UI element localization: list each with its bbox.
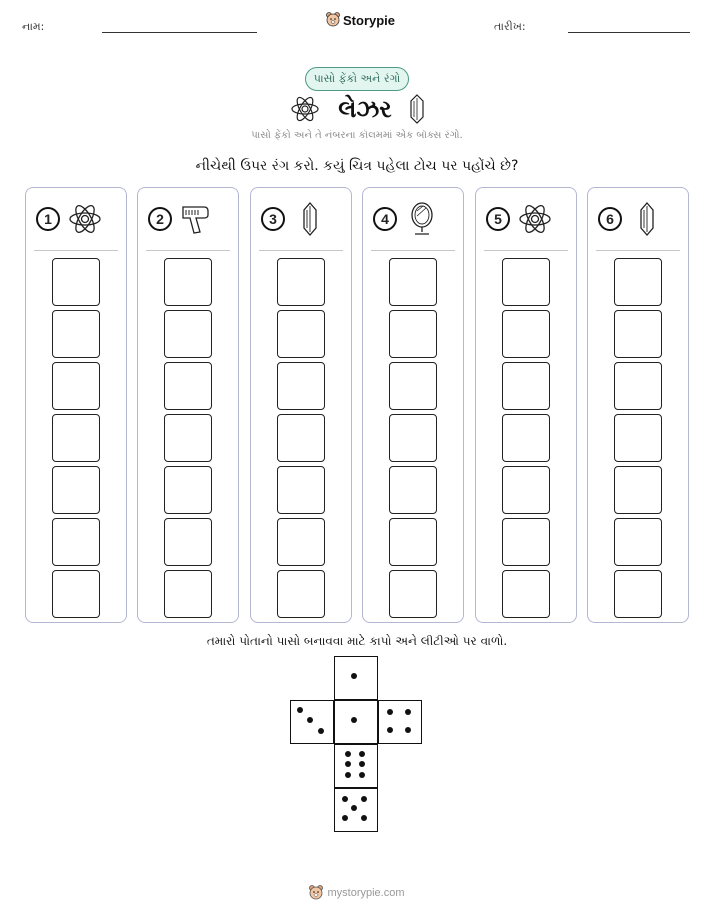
column-divider bbox=[259, 250, 343, 251]
page-title: લેઝર bbox=[338, 95, 392, 123]
color-box[interactable] bbox=[389, 258, 437, 306]
color-box[interactable] bbox=[164, 466, 212, 514]
color-box[interactable] bbox=[164, 258, 212, 306]
dice-pip bbox=[359, 772, 365, 778]
color-box[interactable] bbox=[52, 518, 100, 566]
column-number: 6 bbox=[598, 207, 622, 231]
color-box[interactable] bbox=[277, 414, 325, 462]
atom-icon bbox=[518, 202, 552, 236]
dice-face-one bbox=[334, 656, 378, 700]
color-box[interactable] bbox=[614, 310, 662, 358]
column-3 bbox=[250, 187, 352, 623]
column-2 bbox=[137, 187, 239, 623]
dice-face-five bbox=[334, 788, 378, 832]
color-box[interactable] bbox=[502, 310, 550, 358]
column-number: 3 bbox=[261, 207, 285, 231]
dice-pip bbox=[345, 761, 351, 767]
color-box[interactable] bbox=[502, 362, 550, 410]
dice-pip bbox=[361, 815, 367, 821]
dice-face-four bbox=[378, 700, 422, 744]
date-label: તારીખ: bbox=[494, 20, 526, 33]
color-box[interactable] bbox=[52, 570, 100, 618]
column-header bbox=[486, 202, 552, 236]
column-4 bbox=[362, 187, 464, 623]
color-box[interactable] bbox=[389, 518, 437, 566]
dice-pip bbox=[359, 751, 365, 757]
dice-pip bbox=[359, 761, 365, 767]
brand-name: Storypie bbox=[343, 12, 396, 28]
dice-pip bbox=[405, 727, 411, 733]
name-label: નામ: bbox=[22, 20, 45, 33]
column-divider bbox=[371, 250, 455, 251]
dice-pip bbox=[387, 727, 393, 733]
color-box[interactable] bbox=[614, 258, 662, 306]
instruction-text: પાસો ફેંકો અને તે નંબરના કૉલમમાં એક બૉક્સ રંગો. bbox=[251, 130, 463, 141]
color-box[interactable] bbox=[277, 258, 325, 306]
atom-icon bbox=[290, 95, 320, 123]
color-box[interactable] bbox=[277, 362, 325, 410]
color-box[interactable] bbox=[502, 414, 550, 462]
color-box[interactable] bbox=[614, 362, 662, 410]
column-divider bbox=[484, 250, 568, 251]
dice-pip bbox=[405, 709, 411, 715]
barcode-scanner-icon bbox=[180, 202, 214, 236]
dice-pip bbox=[361, 796, 367, 802]
footer-url[interactable]: mystorypie.com bbox=[327, 887, 405, 899]
dice-pip bbox=[387, 709, 393, 715]
color-box[interactable] bbox=[389, 466, 437, 514]
color-box[interactable] bbox=[502, 518, 550, 566]
column-6 bbox=[587, 187, 689, 623]
color-box[interactable] bbox=[389, 362, 437, 410]
column-header bbox=[36, 202, 102, 236]
dice-pip bbox=[297, 707, 303, 713]
color-box[interactable] bbox=[52, 414, 100, 462]
title-row bbox=[0, 94, 714, 124]
column-header bbox=[148, 202, 214, 236]
dice-pip bbox=[345, 751, 351, 757]
cut-instruction: તમારો પોતાનો પાસો બનાવવા માટે કાપો અને લીટીઓ પર વાળો. bbox=[206, 634, 508, 648]
activity-pill: પાસો ફેંકો અને રંગો bbox=[305, 67, 409, 91]
color-box[interactable] bbox=[52, 310, 100, 358]
column-1 bbox=[25, 187, 127, 623]
color-box[interactable] bbox=[614, 466, 662, 514]
dice-pip bbox=[351, 673, 357, 679]
color-box[interactable] bbox=[389, 570, 437, 618]
color-box[interactable] bbox=[52, 258, 100, 306]
color-box[interactable] bbox=[277, 570, 325, 618]
column-number: 2 bbox=[148, 207, 172, 231]
footer bbox=[0, 885, 714, 901]
color-box[interactable] bbox=[614, 570, 662, 618]
color-box[interactable] bbox=[614, 414, 662, 462]
bear-icon bbox=[326, 12, 340, 28]
crystal-icon bbox=[630, 202, 664, 236]
dice-pip bbox=[342, 815, 348, 821]
color-box[interactable] bbox=[164, 414, 212, 462]
color-box[interactable] bbox=[277, 466, 325, 514]
name-line bbox=[102, 32, 257, 33]
color-box[interactable] bbox=[502, 258, 550, 306]
color-box[interactable] bbox=[52, 466, 100, 514]
dice-pip bbox=[351, 805, 357, 811]
color-box[interactable] bbox=[389, 414, 437, 462]
brand-logo bbox=[326, 12, 395, 28]
atom-icon bbox=[68, 202, 102, 236]
color-box[interactable] bbox=[277, 518, 325, 566]
dice-face-three bbox=[290, 700, 334, 744]
dice-face-one bbox=[334, 700, 378, 744]
dice-pip bbox=[345, 772, 351, 778]
crystal-icon bbox=[293, 202, 327, 236]
color-box[interactable] bbox=[614, 518, 662, 566]
bear-icon bbox=[309, 885, 323, 901]
column-divider bbox=[146, 250, 230, 251]
column-header bbox=[261, 202, 327, 236]
color-box[interactable] bbox=[389, 310, 437, 358]
question-text: નીચેથી ઉપર રંગ કરો. કયું ચિત્ર પહેલા ટોચ પર પહોંચે છે? bbox=[195, 158, 519, 174]
column-divider bbox=[34, 250, 118, 251]
color-box[interactable] bbox=[52, 362, 100, 410]
column-number: 4 bbox=[373, 207, 397, 231]
color-box[interactable] bbox=[164, 518, 212, 566]
column-header bbox=[598, 202, 664, 236]
dice-pip bbox=[318, 728, 324, 734]
mirror-icon bbox=[405, 202, 439, 236]
crystal-icon bbox=[410, 94, 424, 124]
dice-face-six bbox=[334, 744, 378, 788]
color-box[interactable] bbox=[164, 570, 212, 618]
column-number: 1 bbox=[36, 207, 60, 231]
column-5 bbox=[475, 187, 577, 623]
color-box[interactable] bbox=[502, 570, 550, 618]
column-header bbox=[373, 202, 439, 236]
color-box[interactable] bbox=[164, 310, 212, 358]
date-line bbox=[568, 32, 690, 33]
dice-pip bbox=[307, 717, 313, 723]
column-divider bbox=[596, 250, 680, 251]
dice-pip bbox=[351, 717, 357, 723]
color-box[interactable] bbox=[277, 310, 325, 358]
dice-pip bbox=[342, 796, 348, 802]
color-box[interactable] bbox=[164, 362, 212, 410]
color-box[interactable] bbox=[502, 466, 550, 514]
column-number: 5 bbox=[486, 207, 510, 231]
